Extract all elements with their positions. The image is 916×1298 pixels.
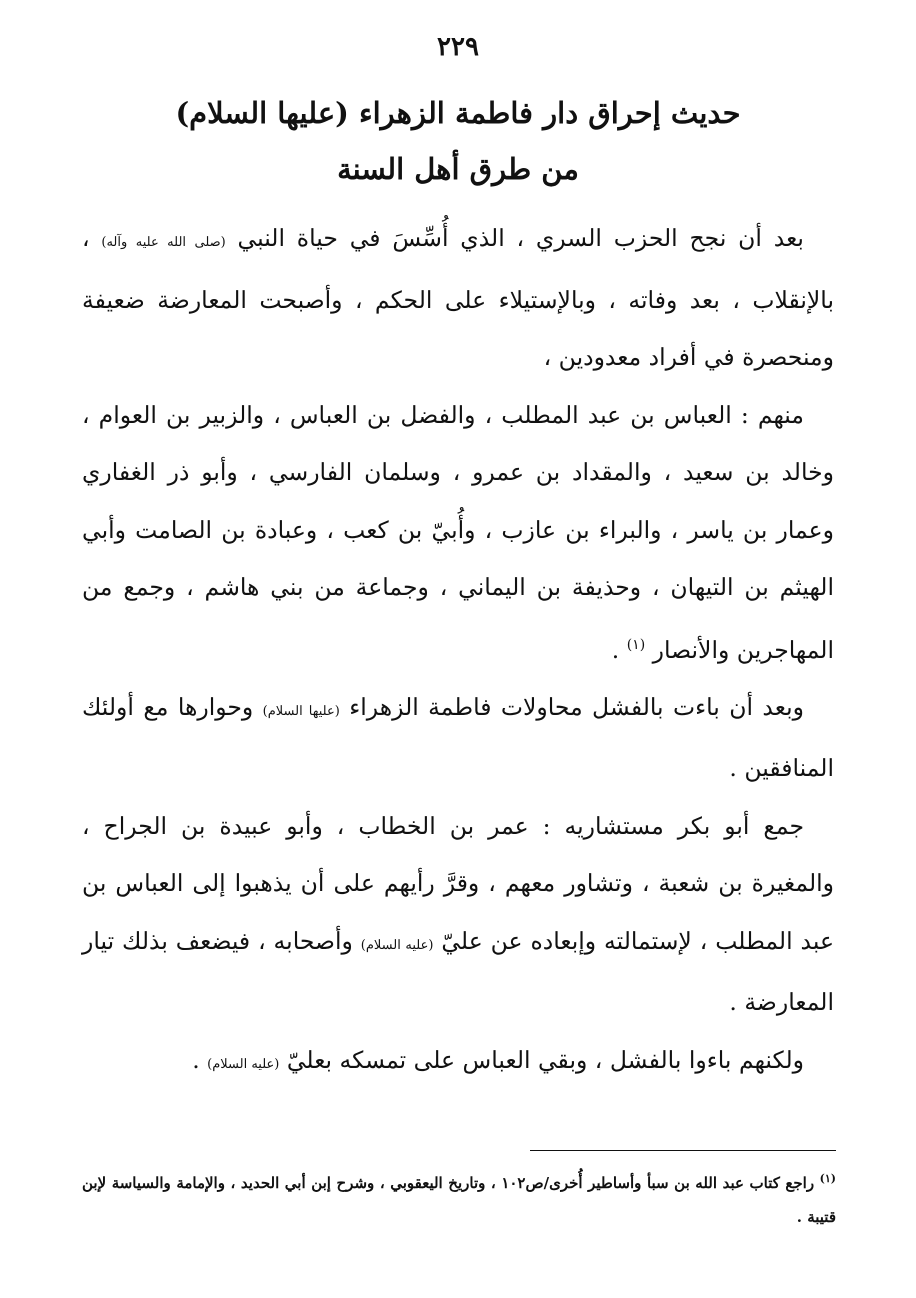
paragraph-text: . (192, 1045, 208, 1074)
footnote-reference[interactable]: (١) (626, 636, 646, 653)
body-text (82, 210, 834, 1093)
paragraph-text: ولكنهم باءوا بالفشل ، وبقي العباس على تمسكه بعليّ (279, 1045, 804, 1074)
honorific: (عليه السلام) (360, 937, 434, 953)
paragraph-text: منهم : العباس بن عبد المطلب ، والفضل بن العباس ، والزبير بن العوام ، وخالد بن سعيد ، والمقداد بن عمرو ، وسلمان الفارسي ، وأبو ذر الغفاري وعمار بن ياسر ، والبراء بن عازب ، وأُبيّ بن كعب ، وعبادة بن الصامت وأبي الهيثم بن التيهان ، وحذيفة بن اليماني ، وجماعة من بني هاشم ، وجمع من المهاجرين والأنصار (82, 400, 834, 664)
page-number: ٢٢٩ (437, 32, 479, 62)
paragraph-text: وحوارها مع أولئك المنافقين . (82, 692, 834, 783)
paragraph-text: بعد أن نجح الحزب السري ، الذي أُسِّسَ في حياة النبي (225, 224, 804, 252)
chapter-subtitle: من طرق أهل السنة (337, 152, 579, 186)
honorific: (عليها السلام) (262, 703, 340, 719)
footnote (82, 1162, 836, 1234)
paragraph (82, 387, 834, 679)
paragraph-text: وأصحابه ، فيضعف بذلك تيار المعارضة . (82, 926, 834, 1017)
footnote-divider (530, 1150, 836, 1151)
paragraph (82, 679, 834, 798)
paragraph-text: وبعد أن باءت بالفشل محاولات فاطمة الزهراء (339, 692, 804, 721)
honorific: (صلى الله عليه وآله) (101, 235, 226, 250)
paragraph-text: . (611, 635, 627, 664)
paragraph (82, 210, 834, 387)
footnote-number: (١) (819, 1172, 836, 1185)
honorific: (عليه السلام) (207, 1056, 280, 1072)
footnote-text: راجع كتاب عبد الله بن سبأ وأساطير أُخرى/ص١٠٢ ، وتاريخ اليعقوبي ، وشرح إبن أبي الحديد ، والإمامة والسياسة لإبن قتيبة . (82, 1174, 836, 1226)
paragraph-text: ، بالإنقلاب ، بعد وفاته ، وبالإستيلاء على الحكم ، وأصبحت المعارضة ضعيفة ومنحصرة في أفراد معدودين ، (82, 224, 834, 371)
paragraph (82, 798, 834, 1032)
paragraph (82, 1032, 834, 1094)
chapter-title: حديث إحراق دار فاطمة الزهراء (عليها السلام) (175, 96, 741, 130)
paragraph-text: جمع أبو بكر مستشاريه : عمر بن الخطاب ، وأبو عبيدة بن الجراح ، والمغيرة بن شعبة ، وتشاور معهم ، وقرَّ رأيهم على أن يذهبوا إلى العباس بن عبد المطلب ، لإستمالته وإبعاده عن عليّ (82, 811, 834, 955)
